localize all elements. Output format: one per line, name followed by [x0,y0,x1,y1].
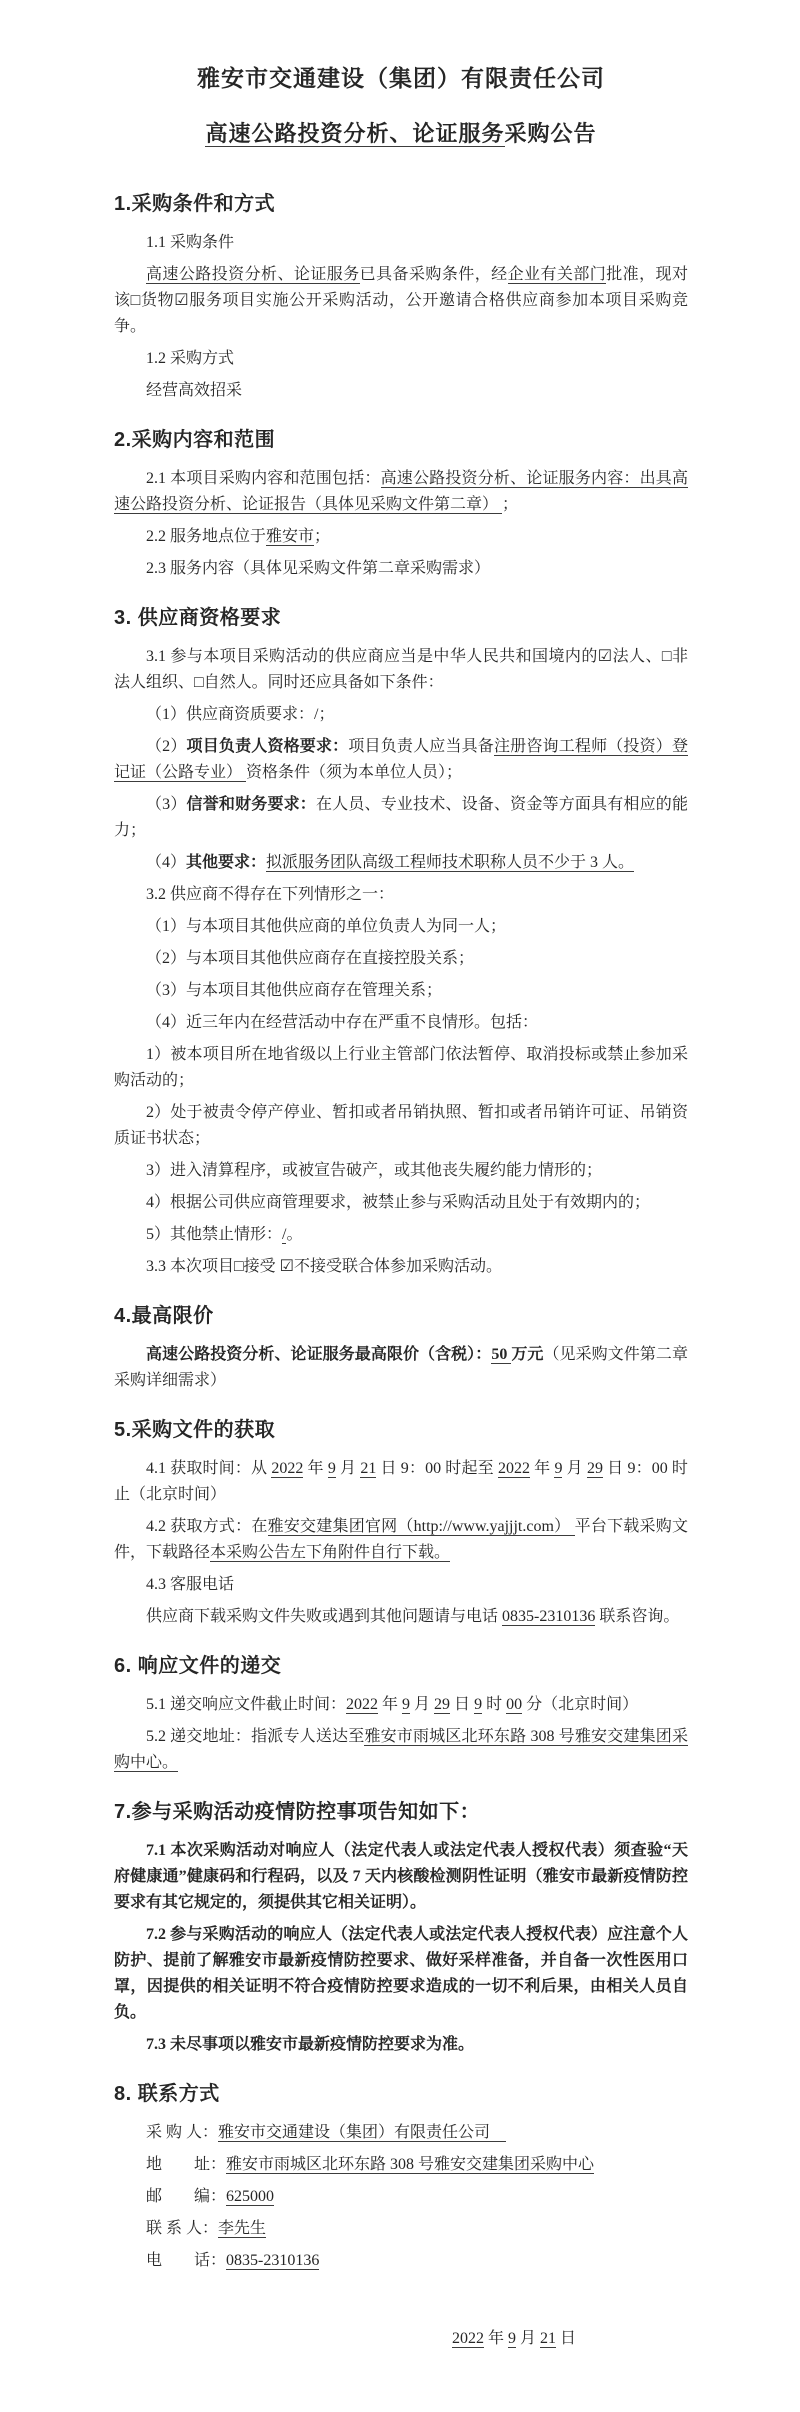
text-run: 电 话： [146,2252,227,2269]
text-run: 采 购 人： [146,2124,219,2141]
text-run: 日 9：00 时止（北京时间） [114,1460,688,1503]
text-run: 联 系 人： [146,2220,219,2237]
text-run: （3）与本项目其他供应商存在管理关系； [146,982,443,999]
paragraph [114,1342,688,1394]
paragraph [114,914,688,940]
paragraph [114,734,688,786]
underlined-text: 21 [360,1460,377,1477]
paragraph [114,1692,688,1718]
underlined-text: 625000 [226,2188,275,2205]
text-run: ； [502,496,519,513]
text-run: （2）与本项目其他供应商存在直接控股关系； [146,950,475,967]
paragraph [114,2216,688,2242]
text-run: 邮 编： [146,2188,227,2205]
section-heading [114,1416,688,1444]
paragraph [114,466,688,518]
text-run: 项目负责人应当具备 [348,738,494,755]
text-run: 其他要求： [186,854,267,871]
text-run: 3.1 参与本项目采购活动的供应商应当是中华人民共和国境内的☑法人、□非法人组织、□自然人。同时还应具备如下条件： [114,648,688,691]
text-run: 时 [482,1696,507,1713]
paragraph [114,1456,688,1508]
underlined-text: 29 [586,1460,603,1477]
paragraph [114,792,688,844]
underlined-text: 李先生 [218,2220,267,2237]
underlined-text: 雅安市雨城区北环东路 308 号雅安交建集团采购中心 [226,2156,595,2173]
underlined-text: 雅安市 [266,528,315,545]
text-run: 批准，现对该□货物☑服务项目实施公开采购活动，公开邀请合格供应商参加本项目采购竞争。 [114,266,688,335]
text-run: 3.3 本次项目□接受 ☑不接受联合体参加采购活动。 [146,1258,503,1275]
paragraph [114,2248,688,2274]
underlined-text: 注册咨询工程师（投资）登记证（公路专业） [114,738,688,781]
text-run: 7.参与采购活动疫情防控事项告知如下： [114,1801,481,1823]
paragraph [114,1254,688,1280]
text-run: 1.1 采购条件 [146,234,235,251]
text-run: 采购公告 [504,121,597,146]
text-run: 经营高效招采 [146,382,243,399]
text-run: 3）进入清算程序，或被宣告破产，或其他丧失履约能力情形的； [146,1162,603,1179]
paragraph [114,2120,688,2146]
text-run: 。 [286,1226,303,1243]
paragraph [114,378,688,404]
text-run: 万元 [511,1346,544,1363]
text-run: 1.2 采购方式 [146,350,235,367]
text-run: 联系咨询。 [595,1608,680,1625]
text-run: 5.采购文件的获取 [114,1419,276,1441]
section-heading [114,2080,688,2108]
text-run: 4.2 获取方式：在 [146,1518,268,1535]
paragraph [114,1572,688,1598]
underlined-text: 雅安交建集团官网（http://www.yajjjt.com） [267,1518,575,1535]
text-run: 6. 响应文件的递交 [114,1655,282,1677]
underlined-text: 9 [507,2330,516,2347]
doc-date [452,2326,576,2352]
text-run: 5.1 递交响应文件截止时间： [146,1696,347,1713]
doc-subtitle [114,118,688,150]
underlined-text: 0835-2310136 [502,1608,596,1625]
text-run: 2.采购内容和范围 [114,429,276,451]
paragraph [114,644,688,696]
paragraph-bold [114,1838,688,1916]
text-run: 地 址： [146,2156,227,2173]
text-run: 月 [515,2330,540,2347]
text-run: 平台下载采购文件，下载路径 [114,1518,688,1561]
section-heading [114,604,688,632]
text-run: 3.2 供应商不得存在下列情形之一： [146,886,395,903]
paragraph-bold [114,2032,688,2058]
text-run: 2）处于被责令停产停业、暂扣或者吊销执照、暂扣或者吊销许可证、吊销资质证书状态； [114,1104,688,1147]
text-run: （见采购文件第二章采购详细需求） [114,1346,688,1389]
section-heading [114,1798,688,1826]
text-run: 在人员、专业技术、设备、资金等方面具有相应的能力； [114,796,688,839]
text-run: （3） [146,796,187,813]
paragraph [114,524,688,550]
text-run: 信誉和财务要求： [186,796,316,813]
paragraph [114,1042,688,1094]
underlined-text: 21 [539,2330,556,2347]
paragraph [114,1222,688,1248]
paragraph [114,262,688,340]
underlined-text: 高速公路投资分析、论证服务 [146,266,360,283]
underlined-text: 9 [402,1696,411,1713]
text-run: 7.1 本次采购活动对响应人（法定代表人或法定代表人授权代表）须查验“天府健康通”健康码和行程码，以及 7 天内核酸检测阴性证明（雅安市最新疫情防控要求有其它规定的，须提供其它相关证明）。 [114,1842,688,1911]
text-run: 1）被本项目所在地省级以上行业主管部门依法暂停、取消投标或禁止参加采购活动的； [114,1046,688,1089]
underlined-text: 拟派服务团队高级工程师技术职称人员不少于 3 人。 [266,854,635,871]
paragraph [114,946,688,972]
text-run: 7.2 参与采购活动的响应人（法定代表人或法定代表人授权代表）应注意个人防护、提前了解雅安市最新疫情防控要求、做好采样准备，并自备一次性医用口罩，因提供的相关证明不符合疫情防控要求造成的一切不利后果，由相关人员自负。 [114,1926,688,2021]
text-run: （2） [146,738,187,755]
underlined-text: 50 [491,1346,512,1363]
text-run: 日 9：00 时起至 [376,1460,498,1477]
text-run: 7.3 未尽事项以雅安市最新疫情防控要求为准。 [146,2036,475,2053]
text-run: 5.2 递交地址：指派专人送达至 [146,1728,365,1745]
text-run: 日 [555,2330,576,2347]
underlined-text: 2022 [451,2330,484,2347]
text-run: 高速公路投资分析、论证服务最高限价（含税）： [146,1346,492,1363]
underlined-text: 本采购公告左下角附件自行下载。 [210,1544,451,1561]
underlined-text: 2022 [346,1696,379,1713]
text-run: 4.1 获取时间：从 [146,1460,272,1477]
text-run: 8. 联系方式 [114,2083,220,2105]
text-run: 3. 供应商资格要求 [114,607,282,629]
paragraph [114,1190,688,1216]
text-run: 5）其他禁止情形： [146,1226,283,1243]
underlined-text: 0835-2310136 [226,2252,320,2269]
text-run: 2.2 服务地点位于 [146,528,267,545]
text-run: 资格条件（须为本单位人员）； [246,764,463,781]
underlined-text: 00 [506,1696,523,1713]
text-run: 供应商下载采购文件失败或遇到其他问题请与电话 [146,1608,503,1625]
text-run: （4）近三年内在经营活动中存在严重不良情形。包括： [146,1014,539,1031]
text-run: 雅安市交通建设（集团）有限责任公司 [197,65,605,91]
text-run: 年 [483,2330,508,2347]
text-run: 已具备采购条件，经 [359,266,508,283]
paragraph [114,1100,688,1152]
text-run: （4） [146,854,187,871]
text-run: 月 [335,1460,361,1477]
text-run: （1）与本项目其他供应商的单位负责人为同一人； [146,918,507,935]
text-run: 4）根据公司供应商管理要求，被禁止参与采购活动且处于有效期内的； [146,1194,651,1211]
paragraph [114,978,688,1004]
text-run: 日 [450,1696,475,1713]
underlined-text: 29 [434,1696,451,1713]
text-run: 2.3 服务内容（具体见采购文件第二章采购需求） [146,560,491,577]
paragraph [114,2184,688,2210]
paragraph [114,1604,688,1630]
text-run: 项目负责人资格要求： [186,738,349,755]
underlined-text: 高速公路投资分析、论证服务内容：出具高速公路投资分析、论证报告（具体见采购文件第二章） [114,470,688,513]
underlined-text: 高速公路投资分析、论证服务 [205,121,505,146]
paragraph [114,1514,688,1566]
text-run: （1）供应商资质要求：/； [146,706,335,723]
section-heading [114,1652,688,1680]
underlined-text: 9 [554,1460,563,1477]
section-heading [114,426,688,454]
paragraph [114,1724,688,1776]
text-run: 月 [410,1696,435,1713]
underlined-text: 9 [327,1460,336,1477]
text-run: 2.1 本项目采购内容和范围包括： [146,470,381,487]
text-run: 4.最高限价 [114,1305,214,1327]
paragraph [114,882,688,908]
paragraph-bold [114,1922,688,2026]
text-run: ； [314,528,331,545]
section-heading [114,190,688,218]
underlined-text: / [282,1226,287,1243]
section-heading [114,1302,688,1330]
underlined-text: 雅安市交通建设（集团）有限责任公司 [218,2124,507,2141]
underlined-text: 企业有关部门 [507,266,607,283]
underlined-text: 2022 [497,1460,530,1477]
paragraph [114,702,688,728]
underlined-text: 9 [474,1696,483,1713]
doc-title [114,62,688,94]
text-run: 年 [529,1460,555,1477]
text-run: 月 [562,1460,587,1477]
text-run: 年 [378,1696,403,1713]
paragraph [114,1010,688,1036]
paragraph [114,346,688,372]
paragraph [114,850,688,876]
text-run: 1.采购条件和方式 [114,193,276,215]
paragraph [114,2152,688,2178]
paragraph [114,556,688,582]
text-run: 年 [303,1460,328,1477]
paragraph [114,1158,688,1184]
paragraph [114,230,688,256]
text-run: 分（北京时间） [522,1696,639,1713]
underlined-text: 2022 [271,1460,304,1477]
text-run: 4.3 客服电话 [146,1576,235,1593]
underlined-text: 雅安市雨城区北环东路 308 号雅安交建集团采购中心。 [114,1728,688,1771]
